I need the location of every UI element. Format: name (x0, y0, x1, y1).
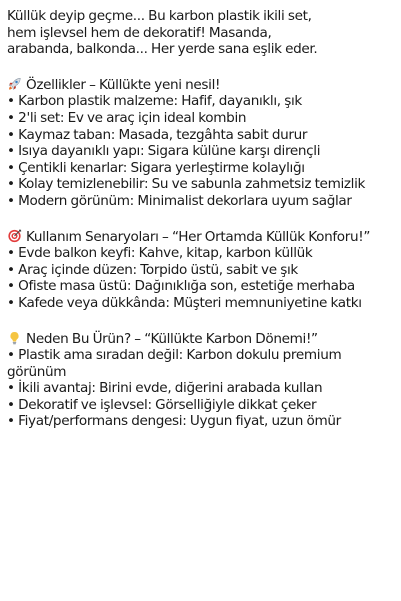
why-title: Neden Bu Ürün? – “Küllükte Karbon Dönemi!” (26, 330, 318, 347)
feature-item: • Kolay temizlenebilir: Su ve sabunla zahmetsiz temizlik (7, 176, 366, 193)
intro-paragraph (7, 8, 395, 58)
why-item: • Plastik ama sıradan değil: Karbon dokulu premium görünüm (7, 347, 342, 380)
target-icon (7, 229, 22, 243)
why-item: • Fiyat/performans dengesi: Uygun fiyat, uzun ömür (7, 413, 341, 430)
why-item: • Dekoratif ve işlevsel: Görselliğiyle dikkat çeker (7, 396, 317, 413)
feature-item: • Kaymaz taban: Masada, tezgâhta sabit durur (7, 126, 308, 143)
feature-item: • Çentikli kenarlar: Sigara yerleştirme kolaylığı (7, 159, 305, 176)
features-heading (7, 77, 395, 94)
scenario-item: • Evde balkon keyfi: Kahve, kitap, karbon küllük (7, 245, 313, 262)
why-item: • İkili avantaj: Birini evde, diğerini arabada kullan (7, 380, 323, 397)
intro-line: Küllük deyip geçme... Bu karbon plastik ikili set, (7, 8, 312, 24)
scenarios-title: Kullanım Senaryoları – “Her Ortamda Küllük Konforu!” (26, 228, 371, 245)
scenario-item: • Araç içinde düzen: Torpido üstü, sabit ve şık (7, 261, 298, 278)
lightbulb-icon (7, 331, 22, 345)
scenarios-heading (7, 229, 395, 246)
intro-line: hem işlevsel hem de dekoratif! Masanda, (7, 24, 272, 41)
features-title: Özellikler – Küllükte yeni nesil! (26, 76, 221, 93)
scenario-item: • Ofiste masa üstü: Dağınıklığa son, estetiğe merhaba (7, 278, 355, 295)
feature-item: • Isıya dayanıklı yapı: Sigara külüne karşı dirençli (7, 143, 321, 160)
features-section (7, 77, 395, 210)
feature-item: • Modern görünüm: Minimalist dekorlara uyum sağlar (7, 192, 352, 209)
feature-item: • 2'li set: Ev ve araç için ideal kombin (7, 109, 247, 126)
scenario-item: • Kafede veya dükkânda: Müşteri memnuniyetine katkı (7, 294, 362, 311)
scenarios-section (7, 229, 395, 312)
why-heading (7, 331, 395, 348)
intro-line: arabanda, balkonda... Her yerde sana eşlik eder. (7, 41, 318, 58)
why-section (7, 331, 395, 431)
rocket-icon (7, 77, 22, 91)
feature-item: • Karbon plastik malzeme: Hafif, dayanıklı, şık (7, 93, 302, 110)
